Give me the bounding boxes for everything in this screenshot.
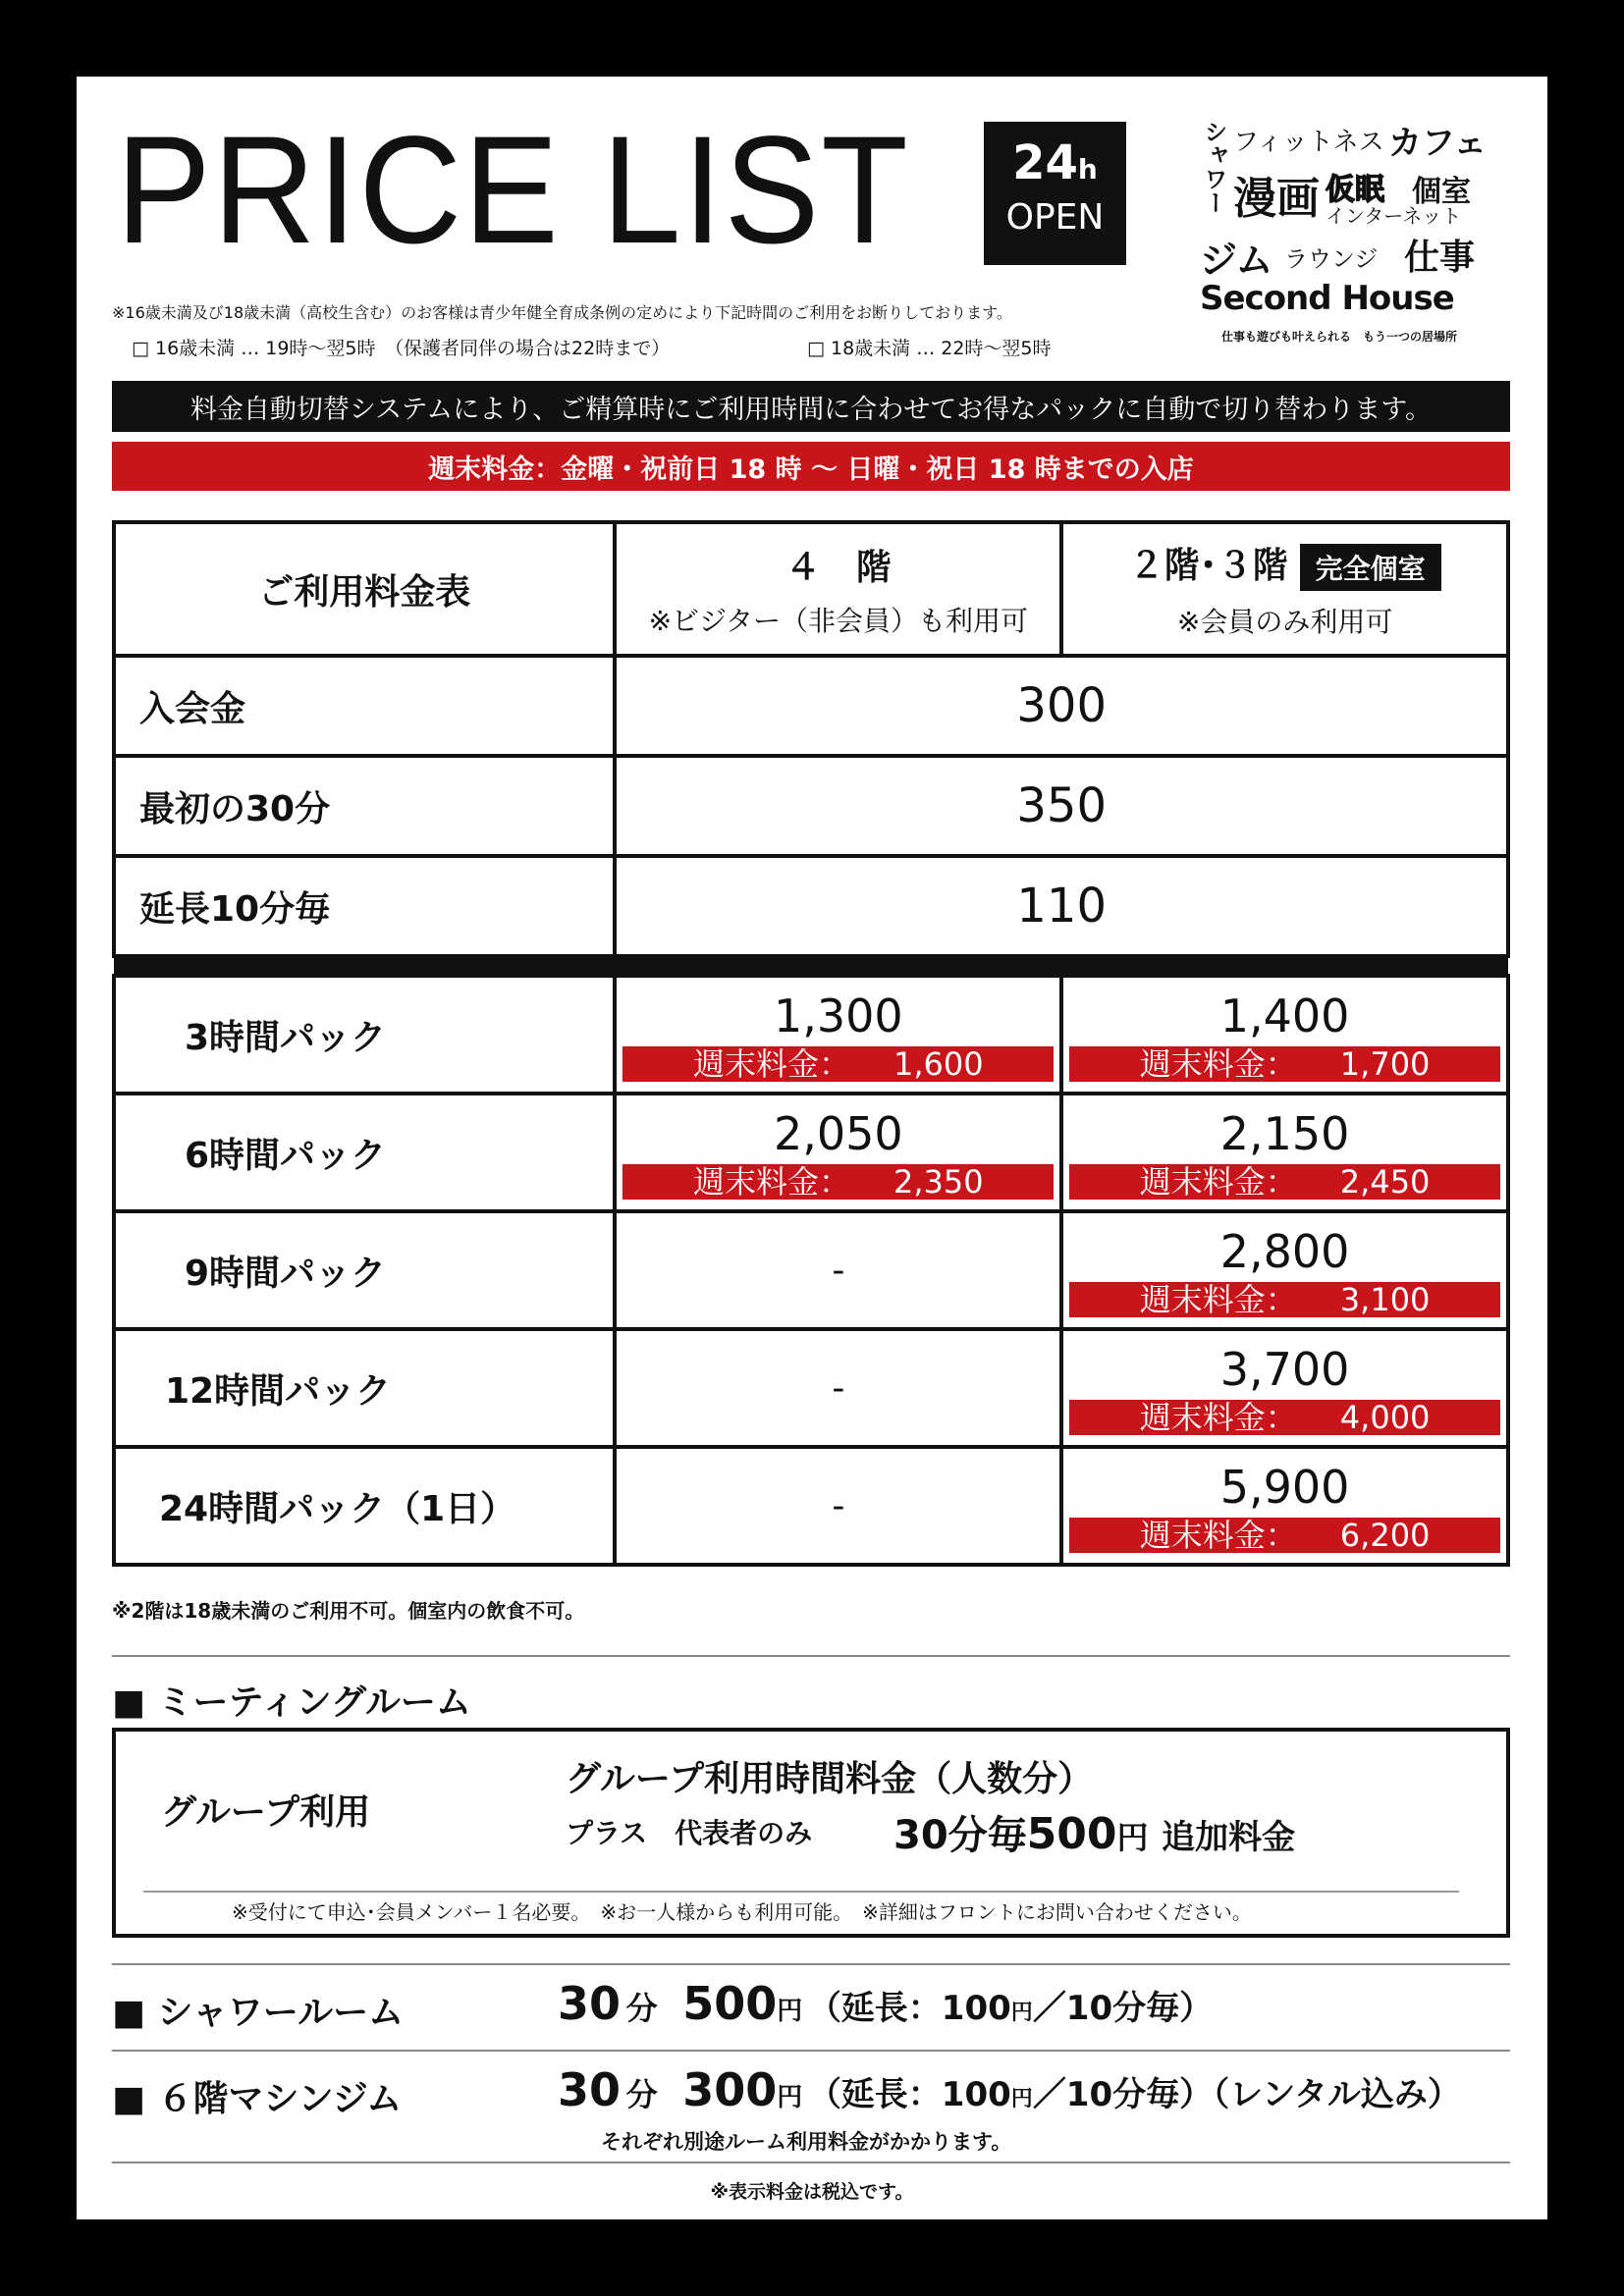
brand-tagline: 仕事も遊びも叶えられる もう一つの居場所 bbox=[1221, 330, 1458, 344]
weekend-price-bar bbox=[1069, 1046, 1500, 1082]
table-footnote: ※2階は18歳未満のご利用不可。個室内の飲食不可。 bbox=[112, 1599, 585, 1623]
divider bbox=[112, 2050, 1510, 2052]
shower-min: 30 bbox=[558, 1977, 622, 2030]
open-24: 24 bbox=[1012, 135, 1078, 190]
weekend-label: 週末料金： bbox=[1139, 1045, 1297, 1083]
meeting-title: ■ ミーティングルーム bbox=[112, 1682, 471, 1723]
pack-price: 2,050 bbox=[773, 1107, 903, 1160]
weekend-price: 2,450 bbox=[1339, 1163, 1431, 1201]
gym-ext-yen: 円 bbox=[1010, 2087, 1033, 2111]
weekend-banner: 週末料金：金曜・祝前日 18 時 ～ 日曜・祝日 18 時までの入店 bbox=[112, 442, 1510, 491]
shower-ext-yen: 円 bbox=[1010, 2001, 1033, 2025]
pack-price: 2,800 bbox=[1219, 1225, 1350, 1278]
table-row bbox=[114, 656, 1508, 756]
shower-min-unit: 分 bbox=[625, 1990, 658, 2027]
shower-ext-tail: ／10分毎） bbox=[1032, 1989, 1214, 2028]
pack-floor23 bbox=[1061, 976, 1508, 1094]
weekend-price: 1,600 bbox=[893, 1045, 984, 1083]
price-table bbox=[112, 520, 1510, 1567]
divider bbox=[112, 2162, 1510, 2163]
gym-ext: （延長：100 bbox=[807, 2075, 1011, 2114]
floor4-sub: ※ビジター（非会員）も利用可 bbox=[648, 604, 1028, 637]
gym-price bbox=[558, 2063, 1461, 2116]
meeting-line2a: プラス 代表者のみ bbox=[566, 1817, 813, 1849]
table-row bbox=[114, 976, 1508, 1094]
meeting-label: グループ利用 bbox=[161, 1792, 371, 1833]
pack-price: 3,700 bbox=[1219, 1343, 1350, 1396]
row-value: 300 bbox=[615, 656, 1508, 756]
brand-manga: 漫画 bbox=[1233, 174, 1320, 224]
weekend-price-bar bbox=[1069, 1164, 1500, 1200]
meeting-unit: 30分毎 bbox=[893, 1813, 1027, 1858]
table-row bbox=[114, 1329, 1508, 1447]
shower-title: ■ シャワールーム bbox=[112, 1993, 405, 2033]
table-row bbox=[114, 756, 1508, 856]
brand-koshitsu: 個室 bbox=[1412, 175, 1471, 209]
brand-cafe: カフェ bbox=[1388, 124, 1488, 163]
pack-label: 12時間パック bbox=[114, 1329, 615, 1447]
weekend-price: 3,100 bbox=[1339, 1281, 1431, 1318]
pack-price: - bbox=[615, 1447, 1061, 1565]
brand-vertical: シャワー bbox=[1200, 120, 1227, 214]
pack-price: 5,900 bbox=[1219, 1461, 1350, 1514]
shower-amount: 500 bbox=[682, 1977, 778, 2030]
brand-logo-text: Second House bbox=[1200, 279, 1454, 318]
pack-price: - bbox=[615, 1211, 1061, 1329]
meeting-price bbox=[893, 1804, 1295, 1860]
weekend-price-bar bbox=[1069, 1400, 1500, 1435]
shower-yen: 円 bbox=[777, 1997, 803, 2026]
auto-switch-banner: 料金自動切替システムにより、ご精算時にご利用時間に合わせてお得なパックに自動で切り替わります。 bbox=[112, 381, 1510, 432]
page-title: PRICE LIST bbox=[116, 105, 910, 276]
gym-ext-tail: ／10分毎）（レンタル込み） bbox=[1032, 2075, 1461, 2114]
pack-label: 24時間パック（1日） bbox=[114, 1447, 615, 1565]
brand-gym: ジム bbox=[1200, 239, 1273, 282]
gym-min-unit: 分 bbox=[625, 2076, 658, 2113]
pack-floor23 bbox=[1061, 1329, 1508, 1447]
brand-kamin: 仮眠 bbox=[1326, 173, 1384, 207]
weekend-label: 週末料金： bbox=[1139, 1399, 1297, 1436]
pack-floor4 bbox=[615, 1094, 1061, 1211]
pack-label: 9時間パック bbox=[114, 1211, 615, 1329]
meeting-yen: 円 bbox=[1116, 1819, 1149, 1856]
table-row bbox=[114, 856, 1508, 956]
meeting-amount: 500 bbox=[1026, 1809, 1117, 1859]
shower-ext: （延長：100 bbox=[807, 1989, 1011, 2028]
pack-floor23 bbox=[1061, 1094, 1508, 1211]
pack-price: 2,150 bbox=[1219, 1107, 1350, 1160]
weekend-price: 2,350 bbox=[893, 1163, 984, 1201]
brand-shigoto: 仕事 bbox=[1404, 238, 1476, 278]
pack-label: 6時間パック bbox=[114, 1094, 615, 1211]
brand-internet: インターネット bbox=[1326, 204, 1462, 228]
weekend-label: 週末料金： bbox=[1139, 1517, 1297, 1554]
row-value: 110 bbox=[615, 856, 1508, 956]
table-row bbox=[114, 1211, 1508, 1329]
pack-label: 3時間パック bbox=[114, 976, 615, 1094]
age-notice-main: ※16歳未満及び18歳未満（高校生含む）のお客様は青少年健全育成条例の定めにより下記時間のご利用をお断りしております。 bbox=[112, 303, 1012, 322]
gym-note: それぞれ別途ルーム利用料金がかかります。 bbox=[601, 2130, 1012, 2154]
floor23-sub: ※会員のみ利用可 bbox=[1176, 606, 1393, 638]
table-header-row bbox=[114, 522, 1508, 656]
brand-logo-block bbox=[1200, 120, 1488, 395]
age-notice-under16: □ 16歳未満 … 19時～翌5時 （保護者同伴の場合は22時まで） bbox=[132, 338, 671, 359]
tax-note: ※表示料金は税込です。 bbox=[710, 2181, 914, 2203]
weekend-label: 週末料金： bbox=[693, 1045, 851, 1083]
open-label: OPEN bbox=[1005, 197, 1105, 238]
row-label: 最初の30分 bbox=[114, 756, 615, 856]
weekend-price: 4,000 bbox=[1339, 1399, 1431, 1436]
shower-price bbox=[558, 1977, 1213, 2030]
pack-price: - bbox=[615, 1329, 1061, 1447]
gym-amount: 300 bbox=[682, 2063, 778, 2116]
pack-price: 1,400 bbox=[1219, 989, 1350, 1042]
row-label: 入会金 bbox=[114, 656, 615, 756]
meeting-box bbox=[112, 1728, 1510, 1938]
divider bbox=[112, 1963, 1510, 1965]
meeting-separator bbox=[143, 1891, 1459, 1893]
private-room-tag: 完全個室 bbox=[1300, 544, 1441, 591]
floor4-title: ４ 階 bbox=[785, 547, 892, 588]
meeting-extra: 追加料金 bbox=[1162, 1818, 1296, 1857]
floor4-header bbox=[615, 522, 1061, 656]
price-sheet bbox=[77, 77, 1547, 2219]
weekend-price-bar bbox=[623, 1164, 1054, 1200]
weekend-price-bar bbox=[623, 1046, 1054, 1082]
pack-floor23 bbox=[1061, 1211, 1508, 1329]
table-header-label: ご利用料金表 bbox=[114, 522, 615, 656]
floor23-header bbox=[1061, 522, 1508, 656]
weekend-price: 1,700 bbox=[1339, 1045, 1431, 1083]
open-24h-badge bbox=[984, 122, 1126, 265]
meeting-note: ※受付にて申込･会員メンバー１名必要。 ※お一人様からも利用可能。 ※詳細はフロントにお問い合わせください。 bbox=[232, 1900, 1252, 1924]
table-row bbox=[114, 1094, 1508, 1211]
pack-floor23 bbox=[1061, 1447, 1508, 1565]
weekend-label: 週末料金： bbox=[1139, 1163, 1297, 1201]
age-notice-under18: □ 18歳未満 … 22時～翌5時 bbox=[807, 338, 1052, 359]
meeting-line1: グループ利用時間料金（人数分） bbox=[566, 1759, 1094, 1799]
floor23-title: ２階･３階 bbox=[1128, 546, 1288, 586]
open-h: h bbox=[1077, 153, 1098, 186]
gym-yen: 円 bbox=[777, 2083, 803, 2112]
pack-price: 1,300 bbox=[773, 989, 903, 1042]
row-value: 350 bbox=[615, 756, 1508, 856]
row-label: 延長10分毎 bbox=[114, 856, 615, 956]
gym-min: 30 bbox=[558, 2063, 622, 2116]
table-row bbox=[114, 1447, 1508, 1565]
table-divider bbox=[114, 956, 1508, 976]
weekend-price-bar bbox=[1069, 1282, 1500, 1317]
brand-fitness: フィットネス bbox=[1233, 128, 1384, 157]
weekend-price: 6,200 bbox=[1339, 1517, 1431, 1554]
brand-lounge: ラウンジ bbox=[1284, 245, 1379, 273]
weekend-label: 週末料金： bbox=[1139, 1281, 1297, 1318]
weekend-label: 週末料金： bbox=[693, 1163, 851, 1201]
pack-floor4 bbox=[615, 976, 1061, 1094]
weekend-price-bar bbox=[1069, 1518, 1500, 1553]
divider bbox=[112, 1655, 1510, 1657]
gym-title: ■ ６階マシンジム bbox=[112, 2079, 403, 2119]
